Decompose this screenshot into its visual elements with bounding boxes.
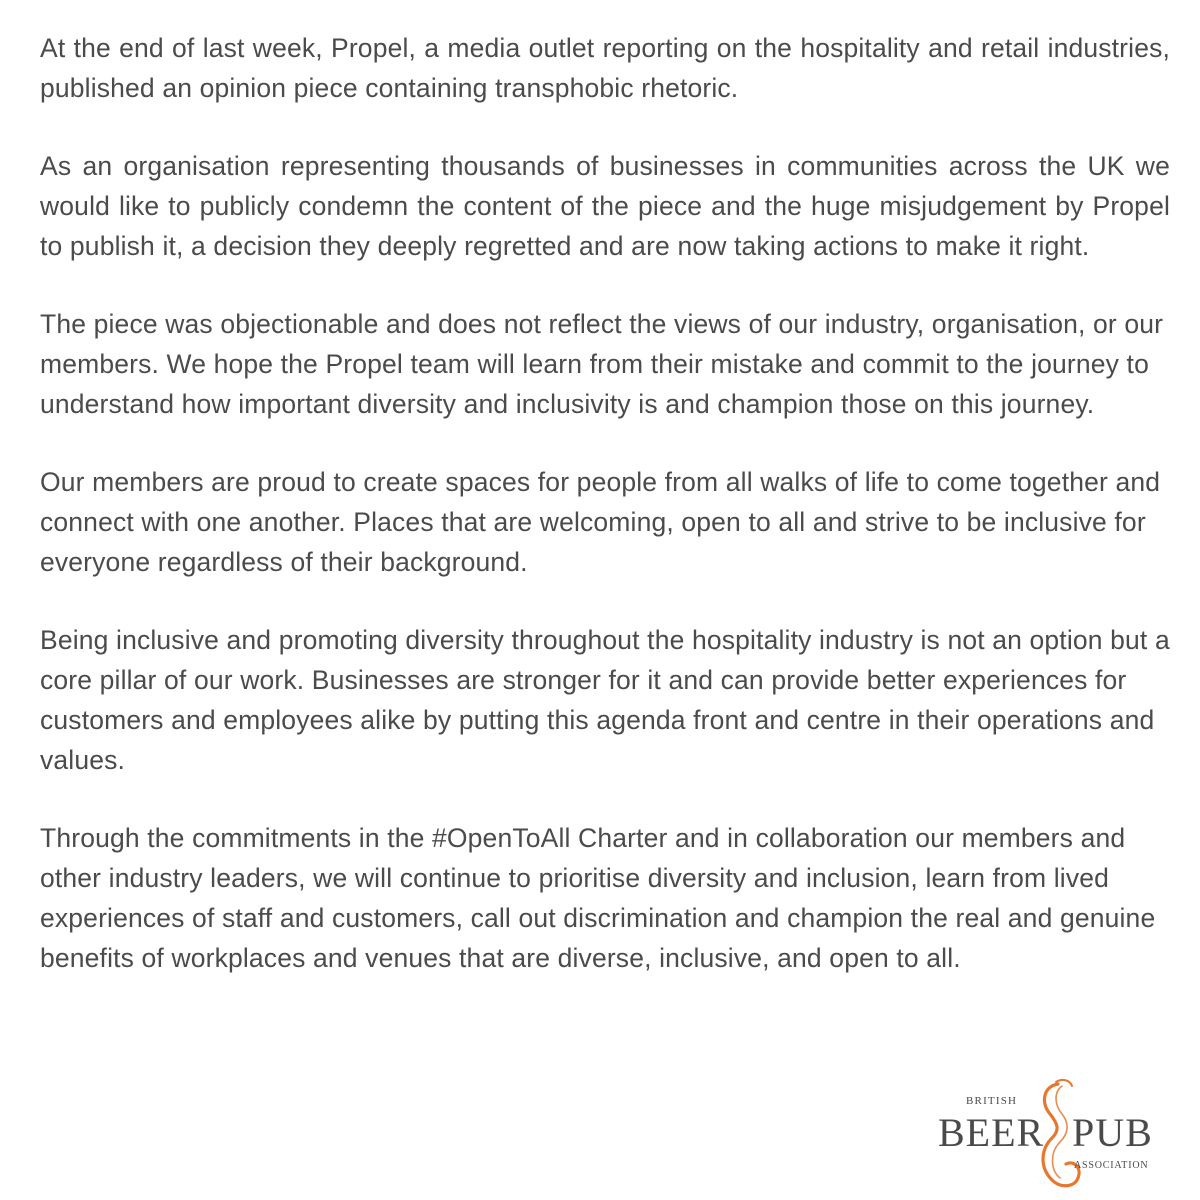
paragraph-inclusion: Being inclusive and promoting diversity throughout the hospitality industry is not an option but a core pillar of our work. Businesses are stronger for it and can provide better experiences for customers and employees alike by putting this agenda front and centre in their operations and values. [40, 625, 1170, 775]
bbpa-logo [936, 1076, 1156, 1192]
paragraph-condemnation: As an organisation representing thousands of businesses in communities across the UK we would like to publicly condemn the content of the piece and the huge misjudgement by Propel to publish it, a decision they deeply regretted and are now taking actions to make it right. [40, 151, 1170, 261]
logo-beer-text: BEER [938, 1110, 1045, 1155]
paragraph-commitments: Through the commitments in the #OpenToAll Charter and in collaboration our members and other industry leaders, we will continue to prioritise diversity and inclusion, learn from lived experiences of staff and customers, call out discrimination and champion the real and genuine benefits of workplaces and venues that are diverse, inclusive, and open to all. [40, 823, 1156, 973]
logo-british-text: BRITISH [966, 1095, 1018, 1107]
paragraph-intro: At the end of last week, Propel, a media outlet reporting on the hospitality and retail industries, published an opinion piece containing transphobic rhetoric. [40, 33, 1170, 103]
paragraph-members: Our members are proud to create spaces for people from all walks of life to come together and connect with one another. Places that are welcoming, open to all and strive to be inclusive for everyone regardless of their background. [40, 467, 1161, 577]
statement-body [40, 28, 1170, 1016]
paragraph-objection: The piece was objectionable and does not reflect the views of our industry, organisation, or our members. We hope the Propel team will learn from their mistake and commit to the journey to understand how important diversity and inclusivity is and champion those on this journey. [40, 309, 1164, 419]
logo-association-text: ASSOCIATION [1074, 1160, 1149, 1171]
logo-pub-text: PUB [1072, 1110, 1153, 1155]
